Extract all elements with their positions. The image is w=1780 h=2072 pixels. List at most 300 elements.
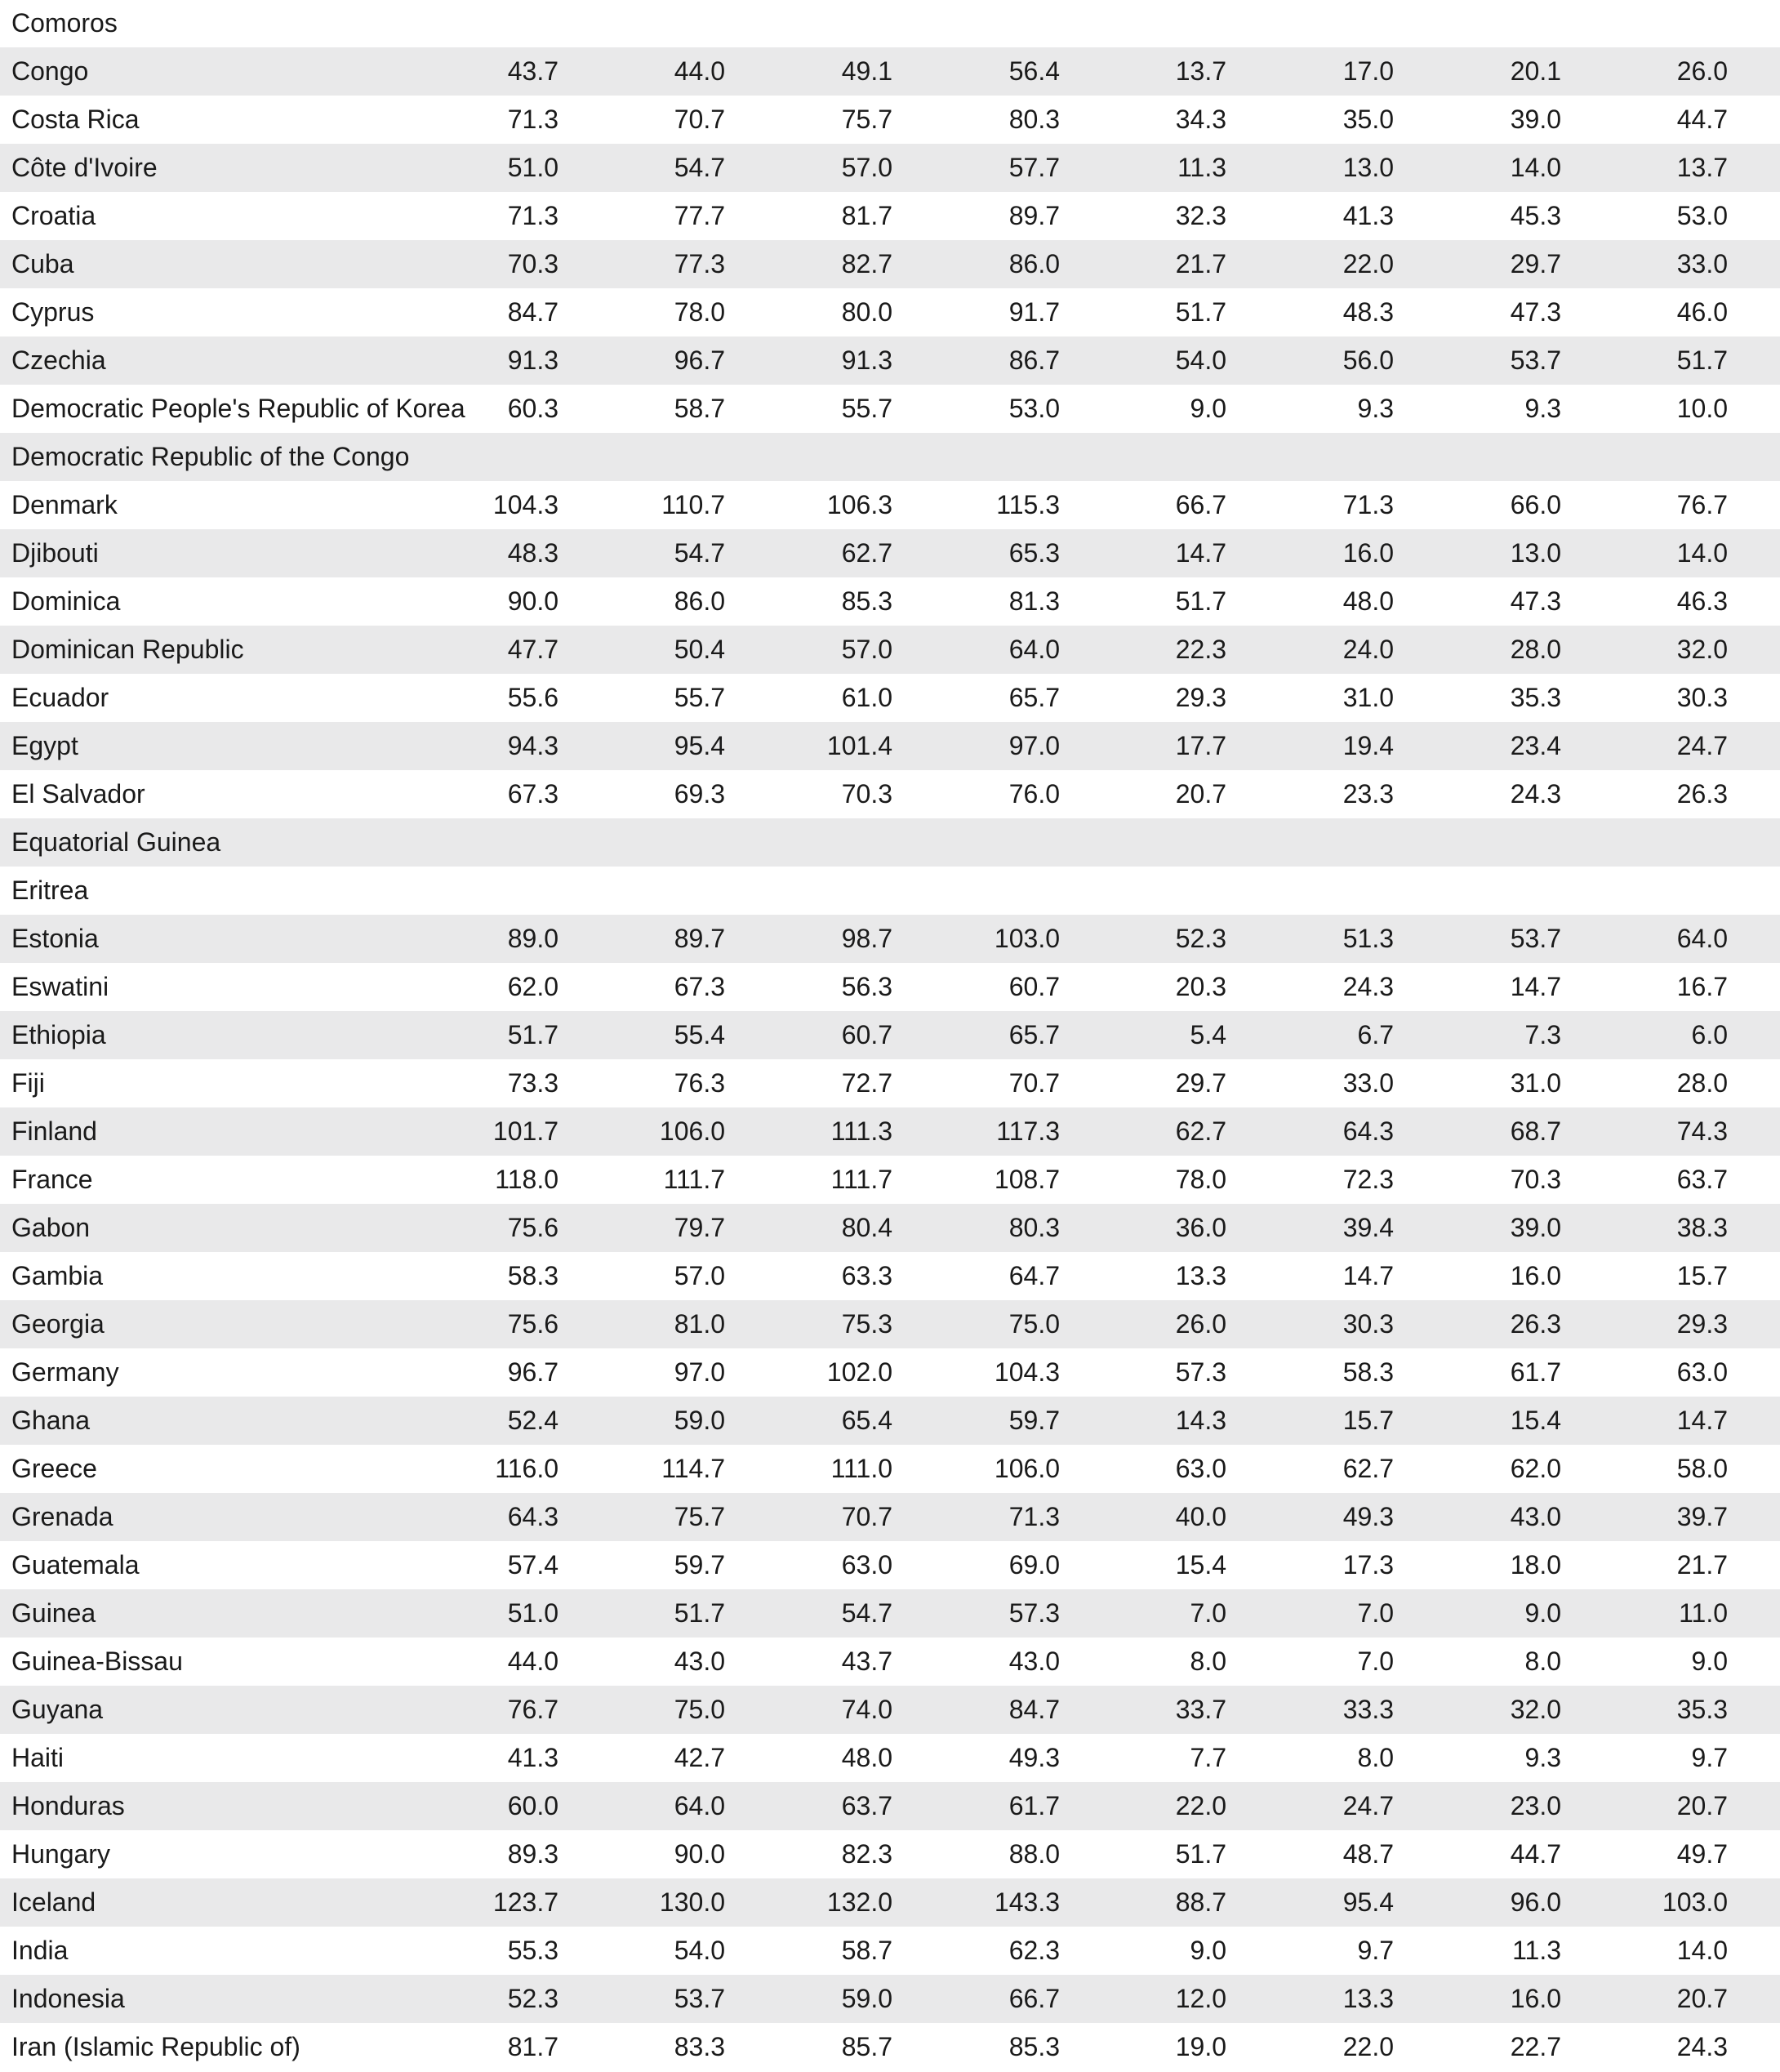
value-cell: [412, 867, 558, 915]
value-cell: 24.3: [1676, 2032, 1728, 2061]
value-cell: 10.0: [1676, 394, 1728, 423]
value-cell: 51.7: [1175, 297, 1226, 327]
value-cell: 46.3: [1676, 586, 1728, 616]
table-row: [0, 1638, 1780, 1686]
value-cell: 77.7: [674, 201, 725, 230]
value-cell: 13.3: [1175, 1261, 1226, 1290]
value-cell: 32.0: [1510, 1695, 1561, 1724]
value-cell: 96.7: [674, 345, 725, 375]
value-cell: 54.7: [841, 1598, 892, 1628]
value-cell: 21.7: [1175, 249, 1226, 278]
value-cell: 86.0: [674, 586, 725, 616]
table-row: [0, 1252, 1780, 1300]
value-cell: 61.7: [1008, 1791, 1060, 1820]
value-cell: [1247, 433, 1394, 481]
value-cell: 111.7: [663, 1165, 725, 1194]
value-cell: 16.0: [1510, 1261, 1561, 1290]
value-cell: 29.3: [1676, 1309, 1728, 1339]
table-row: [0, 1204, 1780, 1252]
value-cell: 17.0: [1342, 56, 1394, 86]
value-cell: 24.7: [1676, 731, 1728, 760]
value-cell: 54.0: [1175, 345, 1226, 375]
value-cell: 34.3: [1175, 105, 1226, 134]
value-cell: 71.3: [1008, 1502, 1060, 1531]
value-cell: 51.7: [1676, 345, 1728, 375]
country-name: Haiti: [11, 1743, 65, 1772]
value-cell: 59.7: [1008, 1406, 1060, 1435]
value-cell: 55.7: [674, 683, 725, 712]
value-cell: 13.7: [1175, 56, 1226, 86]
value-cell: 82.3: [841, 1839, 892, 1869]
value-cell: 84.7: [1008, 1695, 1060, 1724]
table-row: [0, 1300, 1780, 1348]
table-row: [0, 1830, 1780, 1878]
value-cell: 94.3: [507, 731, 558, 760]
country-name: Guyana: [11, 1695, 104, 1724]
value-cell: 63.7: [1676, 1165, 1728, 1194]
value-cell: 48.0: [841, 1743, 892, 1772]
value-cell: 22.3: [1175, 635, 1226, 664]
table-row: [0, 1445, 1780, 1493]
value-cell: 51.0: [507, 153, 558, 182]
value-cell: 23.4: [1510, 731, 1561, 760]
value-cell: 62.7: [841, 538, 892, 568]
value-cell: 63.7: [841, 1791, 892, 1820]
value-cell: 24.0: [1342, 635, 1394, 664]
value-cell: 56.4: [1008, 56, 1060, 86]
value-cell: 14.0: [1676, 538, 1728, 568]
country-name: Gabon: [11, 1213, 91, 1242]
value-cell: 49.3: [1342, 1502, 1394, 1531]
table-row: [0, 626, 1780, 674]
value-cell: 52.3: [507, 1984, 558, 2013]
value-cell: 62.7: [1175, 1116, 1226, 1146]
value-cell: 39.4: [1342, 1213, 1394, 1242]
value-cell: 47.3: [1510, 586, 1561, 616]
value-cell: [1414, 433, 1561, 481]
value-cell: 62.0: [1510, 1454, 1561, 1483]
value-cell: 58.3: [1342, 1357, 1394, 1387]
value-cell: 41.3: [507, 1743, 558, 1772]
value-cell: 57.0: [841, 635, 892, 664]
value-cell: 57.7: [1008, 153, 1060, 182]
value-cell: 111.0: [830, 1454, 892, 1483]
value-cell: [913, 818, 1060, 867]
value-cell: 98.7: [841, 924, 892, 953]
country-name: Germany: [11, 1357, 119, 1387]
table-row: [0, 336, 1780, 385]
value-cell: 83.3: [674, 2032, 725, 2061]
country-name: Finland: [11, 1116, 97, 1146]
value-cell: 91.3: [507, 345, 558, 375]
value-cell: 88.0: [1008, 1839, 1060, 1869]
value-cell: 11.3: [1512, 1936, 1561, 1965]
value-cell: 14.0: [1676, 1936, 1728, 1965]
value-cell: 6.7: [1357, 1020, 1394, 1049]
value-cell: 59.0: [841, 1984, 892, 2013]
value-cell: 101.7: [492, 1116, 558, 1146]
value-cell: 19.4: [1342, 731, 1394, 760]
value-cell: 7.0: [1357, 1598, 1394, 1628]
value-cell: 58.7: [841, 1936, 892, 1965]
value-cell: [1247, 0, 1394, 47]
table-row: [0, 915, 1780, 963]
country-name: El Salvador: [11, 779, 145, 809]
value-cell: 55.6: [507, 683, 558, 712]
value-cell: 63.0: [1676, 1357, 1728, 1387]
country-name: Congo: [11, 56, 89, 86]
value-cell: 67.3: [674, 972, 725, 1001]
table-row: [0, 1107, 1780, 1156]
value-cell: 13.3: [1342, 1984, 1394, 2013]
value-cell: 78.0: [1175, 1165, 1226, 1194]
value-cell: 16.0: [1342, 538, 1394, 568]
country-name: Hungary: [11, 1839, 110, 1869]
value-cell: 86.0: [1008, 249, 1060, 278]
value-cell: 15.4: [1510, 1406, 1561, 1435]
value-cell: 64.3: [1342, 1116, 1394, 1146]
value-cell: 71.3: [1342, 490, 1394, 519]
value-cell: 68.7: [1510, 1116, 1561, 1146]
value-cell: [745, 433, 892, 481]
value-cell: 35.3: [1676, 1695, 1728, 1724]
value-cell: 85.7: [841, 2032, 892, 2061]
value-cell: 42.7: [674, 1743, 725, 1772]
value-cell: 77.3: [674, 249, 725, 278]
value-cell: 52.3: [1175, 924, 1226, 953]
country-name: Comoros: [11, 8, 118, 38]
country-name: Iran (Islamic Republic of): [11, 2032, 300, 2061]
value-cell: 62.7: [1342, 1454, 1394, 1483]
value-cell: 28.0: [1676, 1068, 1728, 1098]
country-name: Guinea-Bissau: [11, 1646, 183, 1676]
value-cell: 69.3: [674, 779, 725, 809]
value-cell: 9.3: [1524, 394, 1561, 423]
value-cell: 66.7: [1008, 1984, 1060, 2013]
value-cell: 29.3: [1175, 683, 1226, 712]
value-cell: 24.7: [1342, 1791, 1394, 1820]
value-cell: 5.4: [1190, 1020, 1226, 1049]
value-cell: 30.3: [1676, 683, 1728, 712]
value-cell: 70.3: [841, 779, 892, 809]
value-cell: 23.3: [1342, 779, 1394, 809]
value-cell: 80.0: [841, 297, 892, 327]
value-cell: 14.7: [1175, 538, 1226, 568]
value-cell: 118.0: [495, 1165, 558, 1194]
value-cell: 89.7: [674, 924, 725, 953]
country-name: France: [11, 1165, 93, 1194]
value-cell: 60.3: [507, 394, 558, 423]
value-cell: 58.0: [1676, 1454, 1728, 1483]
value-cell: 85.3: [1008, 2032, 1060, 2061]
value-cell: 143.3: [994, 1887, 1060, 1917]
value-cell: 84.7: [507, 297, 558, 327]
value-cell: 95.4: [674, 731, 725, 760]
value-cell: 57.0: [841, 153, 892, 182]
value-cell: 96.0: [1510, 1887, 1561, 1917]
country-name: Egypt: [11, 731, 78, 760]
value-cell: 26.3: [1676, 779, 1728, 809]
value-cell: 95.4: [1342, 1887, 1394, 1917]
value-cell: 57.3: [1175, 1357, 1226, 1387]
value-cell: [578, 433, 725, 481]
value-cell: 55.4: [674, 1020, 725, 1049]
country-name: Equatorial Guinea: [11, 827, 221, 857]
country-name: Fiji: [11, 1068, 45, 1098]
value-cell: 29.7: [1510, 249, 1561, 278]
value-cell: 74.0: [841, 1695, 892, 1724]
country-name: Dominica: [11, 586, 121, 616]
value-cell: 13.7: [1676, 153, 1728, 182]
value-cell: 9.3: [1357, 394, 1394, 423]
value-cell: 14.7: [1510, 972, 1561, 1001]
table-row: [0, 1156, 1780, 1204]
value-cell: 97.0: [1008, 731, 1060, 760]
value-cell: 8.0: [1357, 1743, 1394, 1772]
value-cell: 65.7: [1008, 683, 1060, 712]
value-cell: 6.0: [1691, 1020, 1728, 1049]
value-cell: 28.0: [1510, 635, 1561, 664]
value-cell: 103.0: [1662, 1887, 1728, 1917]
value-cell: 64.0: [1008, 635, 1060, 664]
value-cell: 86.7: [1008, 345, 1060, 375]
value-cell: 63.0: [1175, 1454, 1226, 1483]
country-name: Ethiopia: [11, 1020, 106, 1049]
value-cell: 9.0: [1190, 394, 1226, 423]
value-cell: 103.0: [994, 924, 1060, 953]
table-row: [0, 1589, 1780, 1638]
table-row: [0, 1011, 1780, 1059]
value-cell: 38.3: [1676, 1213, 1728, 1242]
country-name: Djibouti: [11, 538, 99, 568]
value-cell: 64.7: [1008, 1261, 1060, 1290]
value-cell: 15.7: [1342, 1406, 1394, 1435]
value-cell: 117.3: [996, 1116, 1060, 1146]
value-cell: 20.7: [1175, 779, 1226, 809]
value-cell: [412, 0, 558, 47]
value-cell: 33.7: [1175, 1695, 1226, 1724]
country-name: Greece: [11, 1454, 97, 1483]
value-cell: 106.3: [826, 490, 892, 519]
table-row: [0, 481, 1780, 529]
value-cell: [1079, 0, 1226, 47]
value-cell: [1581, 0, 1728, 47]
value-cell: 64.3: [507, 1502, 558, 1531]
value-cell: 43.0: [1008, 1646, 1060, 1676]
value-cell: [913, 0, 1060, 47]
value-cell: 61.0: [841, 683, 892, 712]
table-row: [0, 1878, 1780, 1927]
value-cell: 49.7: [1676, 1839, 1728, 1869]
country-name: Indonesia: [11, 1984, 125, 2013]
country-name: Cyprus: [11, 297, 95, 327]
value-cell: 48.0: [1342, 586, 1394, 616]
table-row: [0, 1348, 1780, 1397]
value-cell: 75.7: [841, 105, 892, 134]
table-row: [0, 1397, 1780, 1445]
value-cell: 58.3: [507, 1261, 558, 1290]
value-cell: 43.7: [507, 56, 558, 86]
table-row: [0, 433, 1780, 481]
value-cell: 29.7: [1175, 1068, 1226, 1098]
value-cell: 66.0: [1510, 490, 1561, 519]
value-cell: 108.7: [994, 1165, 1060, 1194]
value-cell: 44.7: [1510, 1839, 1561, 1869]
value-cell: 57.3: [1008, 1598, 1060, 1628]
value-cell: 75.3: [841, 1309, 892, 1339]
value-cell: 30.3: [1342, 1309, 1394, 1339]
table-row: [0, 144, 1780, 192]
value-cell: 80.4: [841, 1213, 892, 1242]
value-cell: 20.7: [1676, 1984, 1728, 2013]
value-cell: 55.7: [841, 394, 892, 423]
value-cell: 102.0: [826, 1357, 892, 1387]
value-cell: 63.0: [841, 1550, 892, 1580]
value-cell: 106.0: [659, 1116, 725, 1146]
value-cell: 80.3: [1008, 1213, 1060, 1242]
value-cell: 81.7: [841, 201, 892, 230]
value-cell: 14.3: [1175, 1406, 1226, 1435]
value-cell: 90.0: [674, 1839, 725, 1869]
table-row: [0, 0, 1780, 47]
value-cell: 75.0: [1008, 1309, 1060, 1339]
value-cell: 46.0: [1676, 297, 1728, 327]
value-cell: 15.7: [1676, 1261, 1728, 1290]
value-cell: 13.0: [1342, 153, 1394, 182]
value-cell: 44.7: [1676, 105, 1728, 134]
value-cell: 14.7: [1342, 1261, 1394, 1290]
value-cell: 70.3: [507, 249, 558, 278]
value-cell: 12.0: [1175, 1984, 1226, 2013]
table-row: [0, 96, 1780, 144]
value-cell: 79.7: [674, 1213, 725, 1242]
value-cell: 82.7: [841, 249, 892, 278]
table-row: [0, 1734, 1780, 1782]
table-row: [0, 2023, 1780, 2071]
value-cell: [578, 867, 725, 915]
value-cell: 78.0: [674, 297, 725, 327]
value-cell: 81.7: [507, 2032, 558, 2061]
country-name: Iceland: [11, 1887, 96, 1917]
value-cell: 53.7: [1510, 345, 1561, 375]
value-cell: 53.7: [1510, 924, 1561, 953]
value-cell: 49.3: [1008, 1743, 1060, 1772]
table-row: [0, 1686, 1780, 1734]
value-cell: 8.0: [1524, 1646, 1561, 1676]
value-cell: 74.3: [1676, 1116, 1728, 1146]
value-cell: 13.0: [1510, 538, 1561, 568]
value-cell: 72.7: [841, 1068, 892, 1098]
value-cell: 130.0: [659, 1887, 725, 1917]
value-cell: 54.0: [674, 1936, 725, 1965]
value-cell: 76.3: [674, 1068, 725, 1098]
value-cell: 53.0: [1008, 394, 1060, 423]
value-cell: 40.0: [1175, 1502, 1226, 1531]
table-row: [0, 240, 1780, 288]
value-cell: 69.0: [1008, 1550, 1060, 1580]
value-cell: 15.4: [1175, 1550, 1226, 1580]
value-cell: 72.3: [1342, 1165, 1394, 1194]
value-cell: 26.0: [1175, 1309, 1226, 1339]
value-cell: 43.0: [1510, 1502, 1561, 1531]
value-cell: [1414, 867, 1561, 915]
value-cell: 59.0: [674, 1406, 725, 1435]
value-cell: [1581, 867, 1728, 915]
table-row: [0, 192, 1780, 240]
value-cell: 48.3: [507, 538, 558, 568]
value-cell: 70.3: [1510, 1165, 1561, 1194]
value-cell: 60.7: [1008, 972, 1060, 1001]
table-row: [0, 963, 1780, 1011]
value-cell: 26.0: [1676, 56, 1728, 86]
country-name: Democratic Republic of the Congo: [11, 442, 410, 471]
value-cell: 32.3: [1175, 201, 1226, 230]
table-row: [0, 1493, 1780, 1541]
table-row: [0, 867, 1780, 915]
value-cell: 111.7: [830, 1165, 892, 1194]
value-cell: 89.3: [507, 1839, 558, 1869]
table-row: [0, 47, 1780, 96]
value-cell: 81.3: [1008, 586, 1060, 616]
value-cell: 70.7: [841, 1502, 892, 1531]
value-cell: 14.0: [1510, 153, 1561, 182]
value-cell: [1079, 867, 1226, 915]
value-cell: 35.3: [1510, 683, 1561, 712]
value-cell: 43.7: [841, 1646, 892, 1676]
value-cell: [1247, 818, 1394, 867]
value-cell: 44.0: [674, 56, 725, 86]
value-cell: 20.3: [1175, 972, 1226, 1001]
value-cell: 106.0: [994, 1454, 1060, 1483]
table-row: [0, 577, 1780, 626]
value-cell: [913, 867, 1060, 915]
value-cell: 45.3: [1510, 201, 1561, 230]
value-cell: 76.7: [507, 1695, 558, 1724]
value-cell: 51.3: [1342, 924, 1394, 953]
value-cell: 11.3: [1177, 153, 1226, 182]
country-name: Eswatini: [11, 972, 109, 1001]
value-cell: 9.7: [1691, 1743, 1728, 1772]
value-cell: 76.7: [1676, 490, 1728, 519]
value-cell: [745, 0, 892, 47]
value-cell: 51.7: [674, 1598, 725, 1628]
table-row: [0, 674, 1780, 722]
value-cell: 65.4: [841, 1406, 892, 1435]
value-cell: 62.3: [1008, 1936, 1060, 1965]
value-cell: 60.7: [841, 1020, 892, 1049]
value-cell: 55.3: [507, 1936, 558, 1965]
country-name: Grenada: [11, 1502, 113, 1531]
country-name: Estonia: [11, 924, 99, 953]
value-cell: 9.0: [1524, 1598, 1561, 1628]
country-name: Guatemala: [11, 1550, 140, 1580]
value-cell: 35.0: [1342, 105, 1394, 134]
value-cell: 116.0: [495, 1454, 558, 1483]
value-cell: [578, 818, 725, 867]
value-cell: 32.0: [1676, 635, 1728, 664]
value-cell: 76.0: [1008, 779, 1060, 809]
value-cell: 24.3: [1342, 972, 1394, 1001]
value-cell: 22.0: [1342, 2032, 1394, 2061]
country-name: Croatia: [11, 201, 96, 230]
value-cell: 22.0: [1175, 1791, 1226, 1820]
value-cell: 18.0: [1510, 1550, 1561, 1580]
value-cell: 71.3: [507, 201, 558, 230]
value-cell: 53.7: [674, 1984, 725, 2013]
value-cell: 85.3: [841, 586, 892, 616]
value-cell: 33.3: [1342, 1695, 1394, 1724]
value-cell: [1414, 818, 1561, 867]
